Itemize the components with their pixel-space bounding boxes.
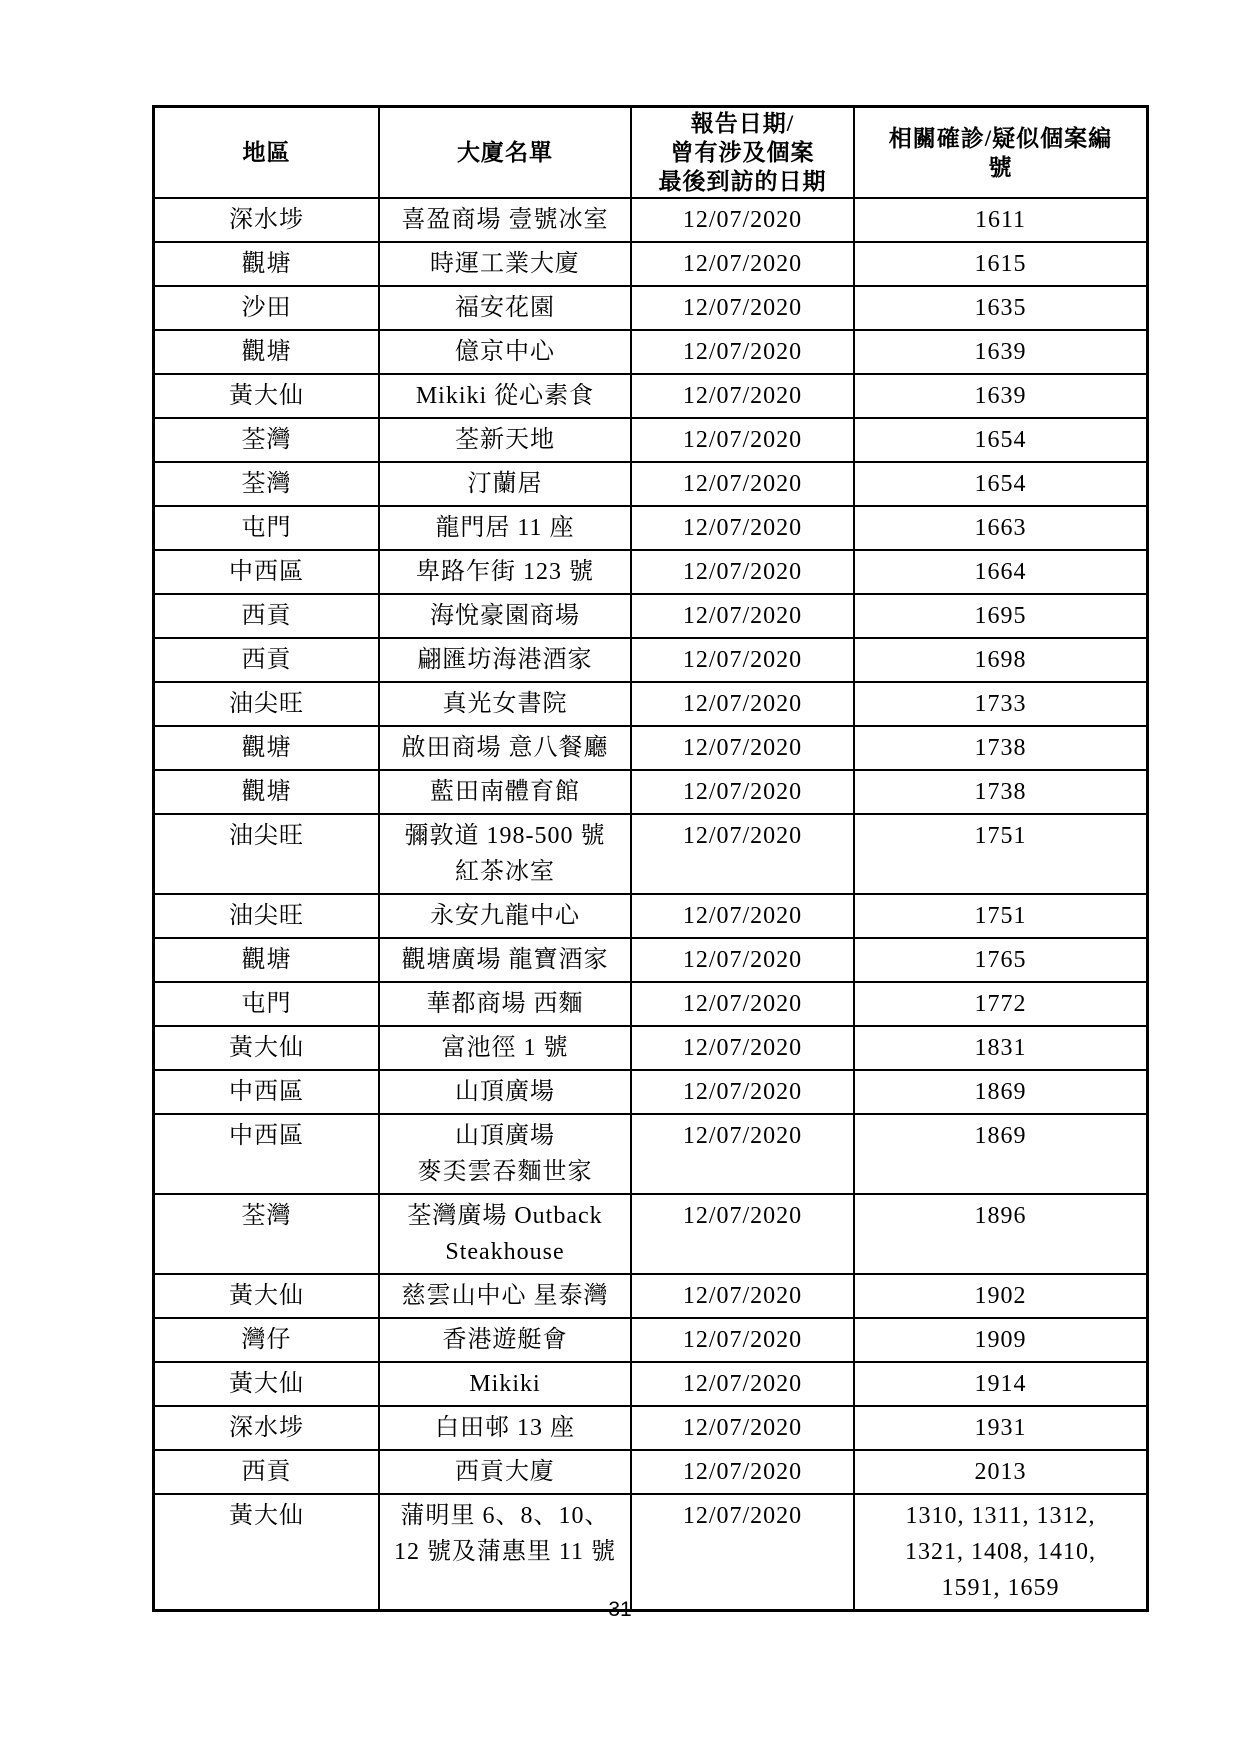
cases-cell: 1639 [854, 330, 1148, 374]
date-cell: 12/07/2020 [631, 330, 854, 374]
building-cell: 龍門居 11 座 [379, 506, 631, 550]
date-cell: 12/07/2020 [631, 982, 854, 1026]
table-row [154, 726, 1148, 770]
district-cell: 油尖旺 [154, 894, 380, 938]
table-row [154, 374, 1148, 418]
district-cell: 觀塘 [154, 242, 380, 286]
table-row [154, 1406, 1148, 1450]
cases-line: 1591, 1659 [941, 1575, 1060, 1601]
district-cell: 黃大仙 [154, 374, 380, 418]
building-cell [379, 1494, 631, 1611]
building-cell [379, 1114, 631, 1194]
table-row [154, 1318, 1148, 1362]
cases-cell: 1902 [854, 1274, 1148, 1318]
district-cell: 荃灣 [154, 1194, 380, 1274]
cases-cell: 1639 [854, 374, 1148, 418]
district-cell: 西貢 [154, 594, 380, 638]
building-cell: 翩匯坊海港酒家 [379, 638, 631, 682]
district-cell: 油尖旺 [154, 814, 380, 894]
building-cell: 藍田南體育館 [379, 770, 631, 814]
building-cell: 慈雲山中心 星泰灣 [379, 1274, 631, 1318]
building-line: 荃灣廣場 Outback [407, 1203, 603, 1229]
district-cell: 屯門 [154, 982, 380, 1026]
cases-cell: 1751 [854, 814, 1148, 894]
cases-line: 1321, 1408, 1410, [905, 1539, 1096, 1565]
table-row [154, 982, 1148, 1026]
district-cell: 中西區 [154, 1070, 380, 1114]
date-cell: 12/07/2020 [631, 726, 854, 770]
header-report-date [631, 107, 854, 199]
district-cell: 西貢 [154, 638, 380, 682]
building-cell: 真光女書院 [379, 682, 631, 726]
cases-cell: 2013 [854, 1450, 1148, 1494]
date-cell: 12/07/2020 [631, 938, 854, 982]
district-cell: 黃大仙 [154, 1026, 380, 1070]
table-row [154, 938, 1148, 982]
building-cell: 時運工業大廈 [379, 242, 631, 286]
building-cell: Mikiki [379, 1362, 631, 1406]
date-cell: 12/07/2020 [631, 286, 854, 330]
table-row [154, 1362, 1148, 1406]
building-cell: Mikiki 從心素食 [379, 374, 631, 418]
district-cell: 油尖旺 [154, 682, 380, 726]
district-cell: 深水埗 [154, 1406, 380, 1450]
table-row [154, 286, 1148, 330]
date-cell: 12/07/2020 [631, 770, 854, 814]
table-row [154, 1026, 1148, 1070]
cases-cell: 1738 [854, 726, 1148, 770]
building-cell: 荃新天地 [379, 418, 631, 462]
building-line: 麥奀雲吞麵世家 [417, 1159, 593, 1185]
cases-cell: 1914 [854, 1362, 1148, 1406]
district-cell: 屯門 [154, 506, 380, 550]
cases-cell: 1931 [854, 1406, 1148, 1450]
cases-cell: 1831 [854, 1026, 1148, 1070]
header-case-numbers-line: 號 [988, 154, 1013, 180]
building-cell: 億京中心 [379, 330, 631, 374]
date-cell: 12/07/2020 [631, 1494, 854, 1611]
table-row [154, 1450, 1148, 1494]
table-row [154, 1274, 1148, 1318]
date-cell: 12/07/2020 [631, 1406, 854, 1450]
cases-cell: 1635 [854, 286, 1148, 330]
cases-cell: 1615 [854, 242, 1148, 286]
cases-cell: 1733 [854, 682, 1148, 726]
district-cell: 荃灣 [154, 462, 380, 506]
cases-cell: 1896 [854, 1194, 1148, 1274]
date-cell: 12/07/2020 [631, 550, 854, 594]
district-cell: 觀塘 [154, 770, 380, 814]
date-cell: 12/07/2020 [631, 1026, 854, 1070]
table-row [154, 418, 1148, 462]
cases-cell: 1654 [854, 418, 1148, 462]
table-row [154, 1494, 1148, 1611]
building-cell: 福安花園 [379, 286, 631, 330]
district-cell: 觀塘 [154, 938, 380, 982]
building-line: Steakhouse [445, 1239, 565, 1265]
date-cell: 12/07/2020 [631, 506, 854, 550]
header-building: 大廈名單 [379, 107, 631, 199]
building-line: 彌敦道 198-500 號 [404, 823, 606, 849]
district-cell: 灣仔 [154, 1318, 380, 1362]
district-cell: 黃大仙 [154, 1362, 380, 1406]
building-cell: 啟田商場 意八餐廳 [379, 726, 631, 770]
date-cell: 12/07/2020 [631, 682, 854, 726]
table-row [154, 894, 1148, 938]
cases-cell: 1772 [854, 982, 1148, 1026]
building-cell: 華都商場 西麵 [379, 982, 631, 1026]
building-cell: 永安九龍中心 [379, 894, 631, 938]
building-line: 蒲明里 6、8、10、 [400, 1503, 610, 1529]
building-line: 紅茶冰室 [455, 859, 555, 885]
cases-cell: 1751 [854, 894, 1148, 938]
date-cell: 12/07/2020 [631, 594, 854, 638]
date-cell: 12/07/2020 [631, 1362, 854, 1406]
building-cell: 觀塘廣場 龍寶酒家 [379, 938, 631, 982]
table-row [154, 1070, 1148, 1114]
date-cell: 12/07/2020 [631, 1450, 854, 1494]
building-cell: 卑路乍街 123 號 [379, 550, 631, 594]
table-row [154, 330, 1148, 374]
cases-cell: 1738 [854, 770, 1148, 814]
table-row [154, 506, 1148, 550]
cases-cell: 1765 [854, 938, 1148, 982]
cases-cell: 1664 [854, 550, 1148, 594]
table-row [154, 462, 1148, 506]
cases-cell: 1698 [854, 638, 1148, 682]
building-cell [379, 814, 631, 894]
cases-cell: 1869 [854, 1114, 1148, 1194]
cases-cell: 1869 [854, 1070, 1148, 1114]
date-cell: 12/07/2020 [631, 198, 854, 242]
district-cell: 沙田 [154, 286, 380, 330]
header-report-date-line: 報告日期/ [690, 111, 795, 136]
cases-cell [854, 1494, 1148, 1611]
date-cell: 12/07/2020 [631, 894, 854, 938]
building-line: 山頂廣場 [455, 1123, 555, 1149]
building-cell: 山頂廣場 [379, 1070, 631, 1114]
cases-cell: 1695 [854, 594, 1148, 638]
table-row [154, 198, 1148, 242]
table-row [154, 550, 1148, 594]
header-report-date-line: 曾有涉及個案 [670, 140, 815, 165]
district-cell: 西貢 [154, 1450, 380, 1494]
date-cell: 12/07/2020 [631, 1274, 854, 1318]
building-cell: 西貢大廈 [379, 1450, 631, 1494]
date-cell: 12/07/2020 [631, 418, 854, 462]
buildings-table [152, 105, 1149, 1612]
district-cell: 觀塘 [154, 330, 380, 374]
page-number: 31 [608, 1598, 632, 1621]
building-cell: 海悅豪園商場 [379, 594, 631, 638]
date-cell: 12/07/2020 [631, 462, 854, 506]
table-row [154, 242, 1148, 286]
date-cell: 12/07/2020 [631, 1070, 854, 1114]
building-cell: 喜盈商場 壹號冰室 [379, 198, 631, 242]
building-cell: 汀蘭居 [379, 462, 631, 506]
header-district: 地區 [154, 107, 380, 199]
table-header-row [154, 107, 1148, 199]
district-cell: 黃大仙 [154, 1494, 380, 1611]
header-case-numbers-line: 相關確診/疑似個案編 [888, 125, 1113, 151]
building-line: 12 號及蒲惠里 11 號 [393, 1539, 617, 1565]
district-cell: 觀塘 [154, 726, 380, 770]
header-case-numbers [854, 107, 1148, 199]
district-cell: 荃灣 [154, 418, 380, 462]
table-row [154, 1114, 1148, 1194]
cases-line: 1310, 1311, 1312, [905, 1503, 1096, 1529]
building-cell: 白田邨 13 座 [379, 1406, 631, 1450]
table-row [154, 594, 1148, 638]
building-cell: 富池徑 1 號 [379, 1026, 631, 1070]
district-cell: 中西區 [154, 1114, 380, 1194]
cases-cell: 1909 [854, 1318, 1148, 1362]
table-row [154, 682, 1148, 726]
district-cell: 中西區 [154, 550, 380, 594]
date-cell: 12/07/2020 [631, 1114, 854, 1194]
district-cell: 黃大仙 [154, 1274, 380, 1318]
table-row [154, 770, 1148, 814]
building-cell: 香港遊艇會 [379, 1318, 631, 1362]
header-report-date-line: 最後到訪的日期 [658, 169, 827, 194]
cases-cell: 1611 [854, 198, 1148, 242]
date-cell: 12/07/2020 [631, 814, 854, 894]
date-cell: 12/07/2020 [631, 242, 854, 286]
table-row [154, 814, 1148, 894]
date-cell: 12/07/2020 [631, 374, 854, 418]
table-row [154, 638, 1148, 682]
building-cell [379, 1194, 631, 1274]
table-row [154, 1194, 1148, 1274]
cases-cell: 1654 [854, 462, 1148, 506]
cases-cell: 1663 [854, 506, 1148, 550]
date-cell: 12/07/2020 [631, 1318, 854, 1362]
district-cell: 深水埗 [154, 198, 380, 242]
date-cell: 12/07/2020 [631, 1194, 854, 1274]
date-cell: 12/07/2020 [631, 638, 854, 682]
